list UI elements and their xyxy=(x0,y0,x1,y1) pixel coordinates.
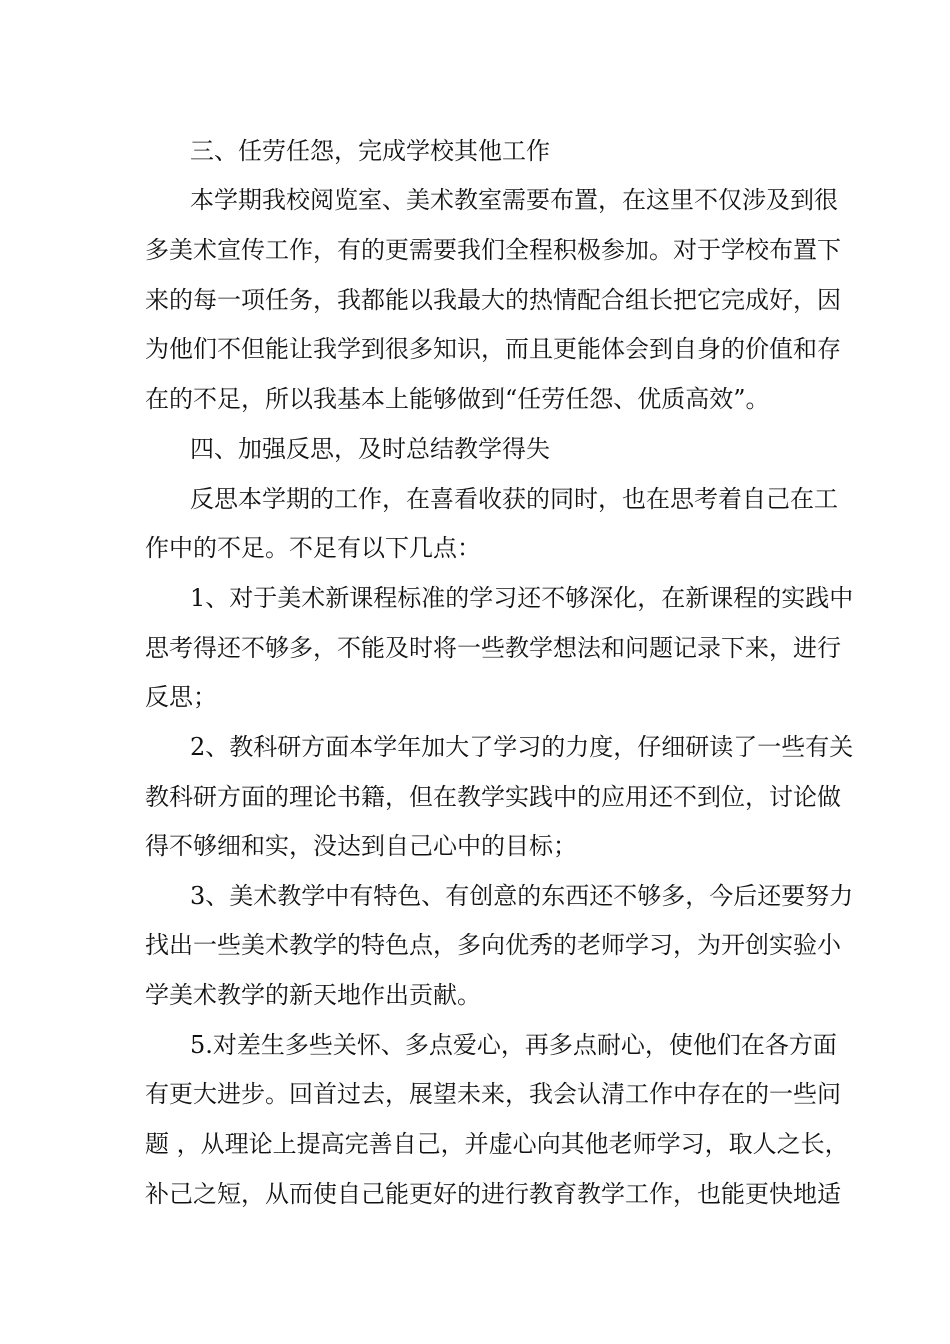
paragraph-line: 为他们不但能让我学到很多知识，而且更能体会到自身的价值和存 xyxy=(145,335,841,363)
list-item-line: 题 ，从理论上提高完善自己，并虚心向其他老师学习，取人之长， xyxy=(145,1130,849,1158)
list-item-line: 补己之短，从而使自己能更好的进行教育教学工作，也能更快地适 xyxy=(145,1180,841,1208)
list-item-line: 得不够细和实，没达到自己心中的目标； xyxy=(145,832,577,860)
paragraph-line: 多美术宣传工作，有的更需要我们全程积极参加。对于学校布置下 xyxy=(145,236,841,264)
list-item-line: 反思； xyxy=(145,683,217,711)
list-item-line: 找出一些美术教学的特色点，多向优秀的老师学习，为开创实验小 xyxy=(145,931,841,959)
paragraph-line: 在的不足，所以我基本上能够做到“任劳任怨、优质高效”。 xyxy=(145,385,770,413)
list-item-line: 学美术教学的新天地作出贡献。 xyxy=(145,981,481,1009)
list-item-line: 1、对于美术新课程标准的学习还不够深化，在新课程的实践中 xyxy=(190,584,854,612)
paragraph-line: 反思本学期的工作，在喜看收获的同时，也在思考着自己在工 xyxy=(190,485,838,513)
list-item-line: 5.对差生多些关怀、多点爱心，再多点耐心，使他们在各方面 xyxy=(190,1031,837,1059)
heading-section-3: 三、任劳任怨，完成学校其他工作 xyxy=(190,137,550,165)
paragraph-line: 本学期我校阅览室、美术教室需要布置，在这里不仅涉及到很 xyxy=(190,186,838,214)
paragraph-line: 来的每一项任务，我都能以我最大的热情配合组长把它完成好，因 xyxy=(145,286,841,314)
list-item-line: 思考得还不够多，不能及时将一些教学想法和问题记录下来，进行 xyxy=(145,634,841,662)
list-item-line: 2、教科研方面本学年加大了学习的力度，仔细研读了一些有关 xyxy=(190,733,854,761)
list-item-line: 教科研方面的理论书籍，但在教学实践中的应用还不到位，讨论做 xyxy=(145,783,841,811)
paragraph-line: 作中的不足。不足有以下几点： xyxy=(145,534,481,562)
list-item-line: 3、美术教学中有特色、有创意的东西还不够多，今后还要努力 xyxy=(190,882,854,910)
heading-section-4: 四、加强反思，及时总结教学得失 xyxy=(190,435,550,463)
list-item-line: 有更大进步。回首过去，展望未来，我会认清工作中存在的一些问 xyxy=(145,1080,841,1108)
